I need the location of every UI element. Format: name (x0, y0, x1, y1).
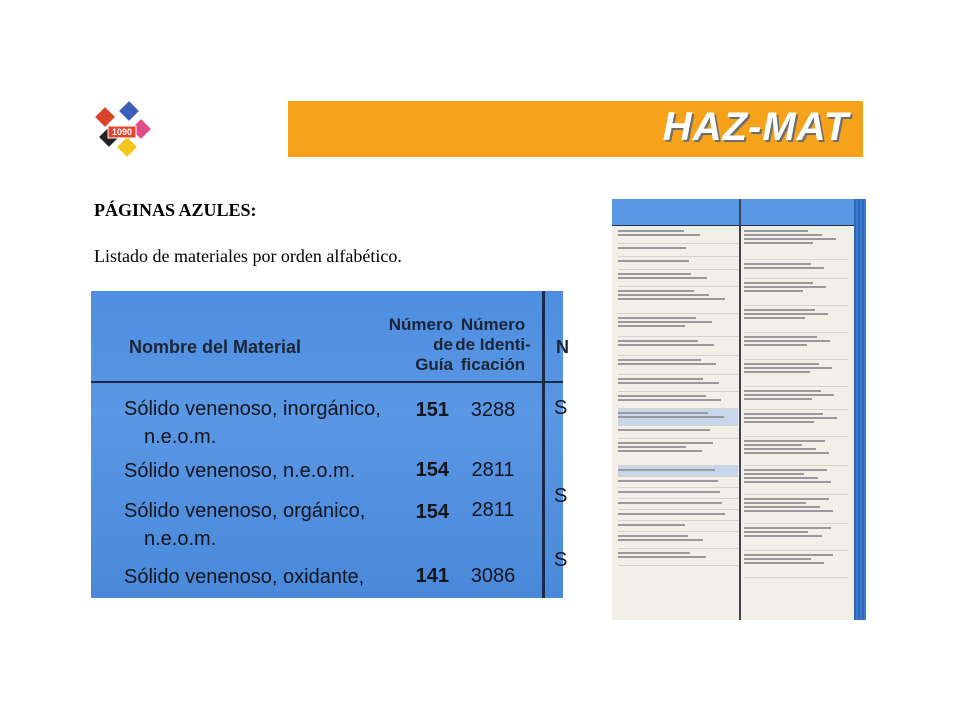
next-column-text: S (554, 485, 568, 507)
book-line (618, 549, 738, 566)
book-text-bar (744, 282, 813, 284)
book-line (618, 521, 738, 532)
book-line (744, 466, 848, 495)
book-text-bar (744, 481, 831, 483)
book-text-bar (618, 260, 689, 262)
book-text-bar (618, 321, 712, 323)
material-name-line2: n.e.o.m. (144, 528, 217, 550)
book-line (744, 306, 848, 333)
book-page-edge (854, 199, 866, 620)
book-text-bar (744, 452, 829, 454)
guidebook-page-photo (612, 199, 866, 620)
book-text-bar (744, 309, 815, 311)
book-page-header (612, 199, 854, 226)
book-text-bar (618, 277, 707, 279)
book-text-bar (744, 473, 804, 475)
book-text-bar (618, 340, 698, 342)
book-line (618, 532, 738, 549)
book-text-bar (744, 290, 803, 292)
book-text-bar (618, 552, 690, 554)
book-text-bar (744, 313, 828, 315)
header-guide-line3: Guía (415, 355, 453, 374)
material-name (124, 395, 381, 451)
id-number: 2811 (471, 499, 515, 521)
title-banner (288, 101, 863, 157)
book-text-bar (744, 394, 834, 396)
book-text-bar (618, 230, 684, 232)
book-text-bar (744, 477, 818, 479)
book-text-bar (744, 363, 819, 365)
book-left-column (618, 227, 738, 566)
id-number: 3288 (470, 399, 516, 421)
book-line (618, 337, 738, 356)
book-line (744, 333, 848, 360)
book-text-bar (744, 469, 827, 471)
book-line (618, 356, 738, 375)
book-line-highlighted (618, 466, 738, 477)
book-text-bar (744, 444, 802, 446)
book-text-bar (618, 539, 703, 541)
header-id-line2: de Identi- (455, 335, 531, 354)
book-text-bar (618, 513, 725, 515)
book-text-bar (618, 535, 688, 537)
book-text-bar (744, 367, 832, 369)
book-line (744, 387, 848, 410)
book-line (618, 392, 738, 409)
book-text-bar (744, 340, 830, 342)
book-text-bar (744, 510, 833, 512)
subtitle: Listado de materiales por orden alfabético. (94, 246, 402, 266)
book-text-bar (618, 344, 714, 346)
book-page (612, 199, 854, 620)
book-text-bar (744, 234, 822, 236)
material-name-line1: Sólido venenoso, orgánico, (124, 500, 366, 522)
material-name-line2: n.e.o.m. (144, 426, 217, 448)
table-header (91, 291, 569, 383)
book-line (618, 257, 738, 270)
header-id-line1: Número (460, 315, 526, 334)
banner-title: HAZ-MAT (662, 105, 849, 149)
book-text-bar (744, 238, 836, 240)
book-line (744, 360, 848, 387)
book-text-bar (744, 371, 810, 373)
book-line (618, 287, 738, 314)
book-text-bar (618, 247, 686, 249)
book-text-bar (618, 412, 708, 414)
book-line (618, 227, 738, 244)
book-text-bar (744, 554, 833, 556)
book-line (744, 279, 848, 306)
book-text-bar (618, 290, 694, 292)
book-text-bar (618, 363, 716, 365)
book-text-bar (618, 395, 706, 397)
book-line (618, 499, 738, 510)
book-text-bar (744, 440, 825, 442)
book-line (744, 260, 848, 279)
guide-number: 154 (415, 459, 449, 481)
book-text-bar (618, 524, 685, 526)
book-text-bar (744, 502, 806, 504)
book-text-bar (744, 535, 822, 537)
book-text-bar (744, 498, 829, 500)
header-material: Nombre del Material (129, 337, 302, 357)
book-text-bar (744, 527, 831, 529)
book-text-bar (618, 502, 722, 504)
guide-number: 154 (415, 501, 449, 523)
book-line (744, 551, 848, 578)
material-name-line1: Sólido venenoso, inorgánico, (124, 398, 381, 420)
header-guide-line1: Número (388, 315, 453, 334)
book-line (618, 244, 738, 257)
book-text-bar (618, 317, 696, 319)
material-name (124, 457, 355, 485)
book-line (618, 314, 738, 337)
header-id-number (455, 315, 531, 375)
book-text-bar (744, 417, 837, 419)
book-text-bar (744, 413, 823, 415)
book-text-bar (744, 390, 821, 392)
book-text-bar (618, 450, 702, 452)
book-line (618, 375, 738, 392)
placard-number: 1090 (111, 127, 133, 137)
book-text-bar (618, 429, 710, 431)
material-name-line1: Sólido venenoso, oxidante, (124, 566, 365, 588)
book-right-column (744, 227, 848, 578)
book-text-bar (744, 267, 824, 269)
book-line (618, 510, 738, 521)
column-divider (542, 291, 545, 598)
book-text-bar (618, 416, 724, 418)
materials-table-excerpt (91, 291, 569, 598)
book-text-bar (744, 317, 805, 319)
book-text-bar (618, 294, 709, 296)
book-line (618, 270, 738, 287)
book-text-bar (618, 325, 685, 327)
hazmat-placards-logo (86, 100, 154, 162)
book-text-bar (744, 562, 824, 564)
book-text-bar (744, 344, 807, 346)
header-guide-line2: de (433, 335, 453, 354)
book-text-bar (618, 556, 706, 558)
guide-number: 141 (415, 565, 449, 587)
book-line (744, 410, 848, 437)
id-number: 2811 (471, 459, 515, 481)
header-next-column: N (556, 337, 569, 357)
book-line (744, 524, 848, 551)
book-line (618, 439, 738, 466)
book-text-bar (744, 263, 811, 265)
book-text-bar (744, 421, 814, 423)
guide-number: 151 (415, 399, 449, 421)
book-text-bar (618, 378, 703, 380)
book-line (618, 426, 738, 439)
book-line (618, 477, 738, 488)
book-column-divider (739, 199, 741, 620)
book-text-bar (744, 531, 808, 533)
book-text-bar (744, 558, 811, 560)
material-name-line1: Sólido venenoso, n.e.o.m. (124, 460, 356, 482)
book-text-bar (744, 506, 820, 508)
book-text-bar (618, 446, 686, 448)
book-text-bar (618, 491, 720, 493)
material-name (124, 497, 365, 553)
book-line (744, 495, 848, 524)
next-column-text: S (554, 397, 568, 419)
book-line (618, 488, 738, 499)
book-text-bar (618, 469, 715, 471)
book-line (744, 227, 848, 260)
book-text-bar (744, 286, 826, 288)
material-name (124, 563, 364, 591)
book-text-bar (618, 359, 701, 361)
book-text-bar (618, 273, 691, 275)
book-line (744, 437, 848, 466)
book-text-bar (618, 298, 725, 300)
book-text-bar (744, 230, 808, 232)
book-text-bar (744, 448, 816, 450)
book-text-bar (618, 442, 713, 444)
book-text-bar (744, 336, 817, 338)
book-text-bar (618, 234, 700, 236)
book-text-bar (618, 399, 721, 401)
header-guide-number (383, 315, 453, 375)
book-text-bar (744, 242, 813, 244)
id-number: 3086 (470, 565, 516, 587)
book-text-bar (744, 398, 812, 400)
section-title: PÁGINAS AZULES: (94, 200, 257, 220)
book-text-bar (618, 382, 719, 384)
book-line-highlighted (618, 409, 738, 426)
book-text-bar (618, 480, 718, 482)
header-id-line3: ficación (460, 355, 526, 374)
next-column-text: S (554, 549, 568, 571)
